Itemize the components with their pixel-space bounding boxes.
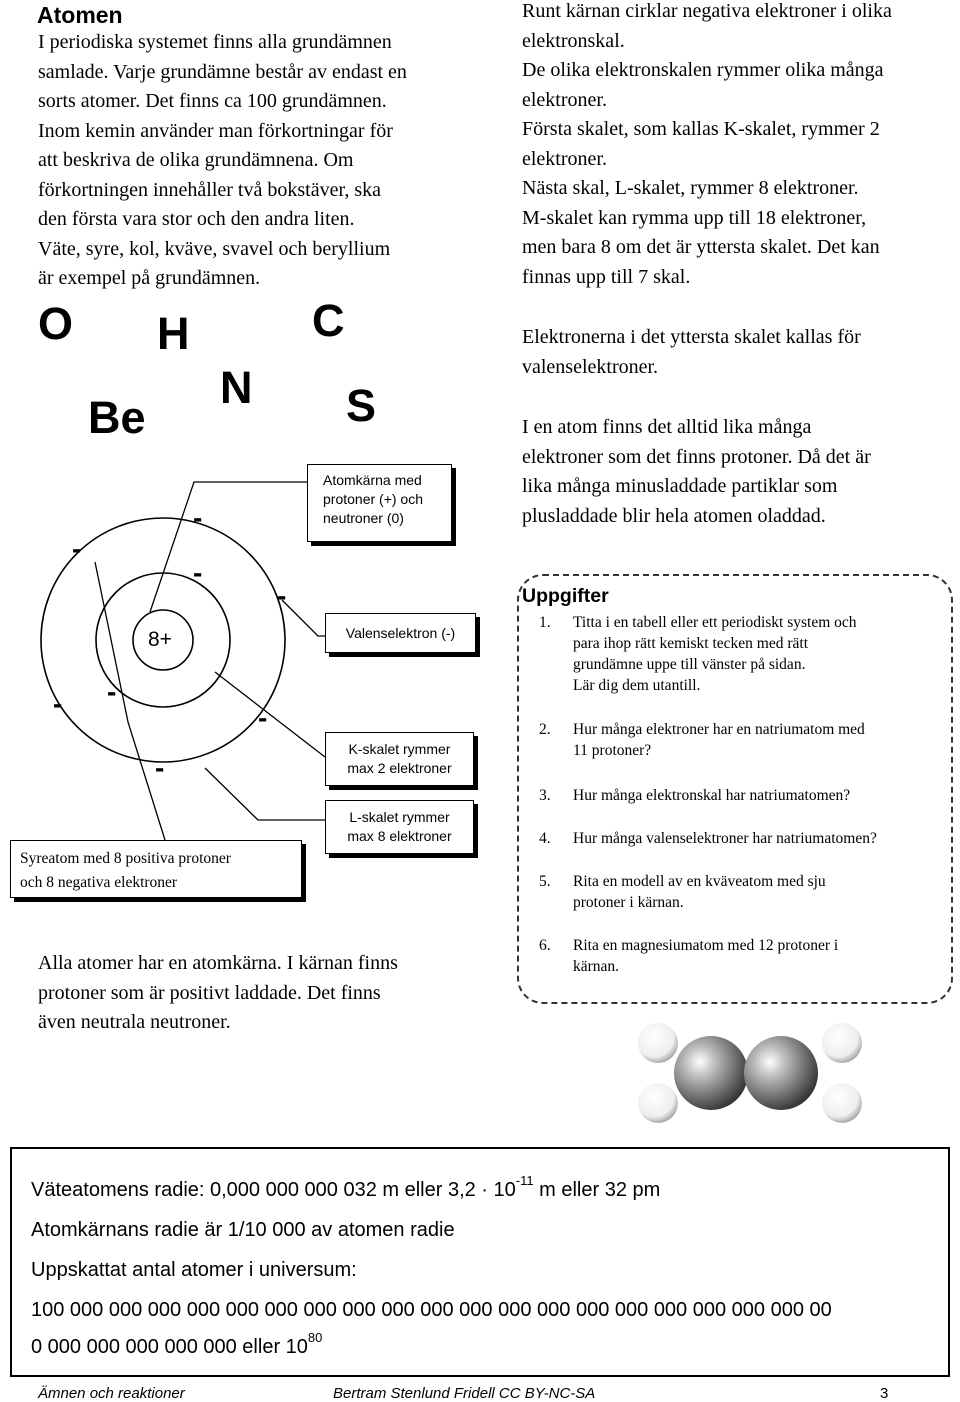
task-line: Titta i en tabell eller ett periodiskt system och (573, 614, 857, 631)
electron-sign: - (193, 502, 203, 533)
symbol-nitrogen: N (220, 362, 253, 413)
footer-author: Bertram Stenlund Fridell CC BY-NC-SA (333, 1385, 596, 1402)
hydrogen-radius-tail: m eller 32 pm (533, 1179, 661, 1201)
task-line: Rita en magnesiumatom med 12 protoner i (573, 937, 839, 954)
universe-atoms-number: 100 000 000 000 000 000 000 000 000 000 000 000 000 000 000 000 000 000 000 000 00 (31, 1299, 832, 1321)
molecule-illustration (620, 1015, 880, 1135)
intro-line: Väte, syre, kol, kväve, svavel och beryllium (38, 237, 391, 260)
facts-box (10, 1147, 950, 1377)
task-number: 6. (539, 937, 551, 954)
charge-line: I en atom finns det alltid lika många (522, 416, 812, 438)
nucleus-line: protoner som är positivt laddade. Det finns (38, 981, 381, 1004)
shells-line: Runt kärnan cirklar negativa elektroner i olika (522, 0, 892, 22)
footer-book-title: Ämnen och reaktioner (38, 1385, 185, 1402)
leader-line-k-shell (215, 672, 325, 757)
hydrogen-sphere (638, 1023, 678, 1063)
task-number: 1. (539, 614, 551, 631)
intro-line: är exempel på grundämnen. (38, 267, 261, 289)
shells-line: M-skalet kan rymma upp till 18 elektroner, (522, 206, 867, 229)
intro-line: Inom kemin använder man förkortningar för (38, 119, 393, 142)
task-line: protoner i kärnan. (573, 894, 684, 911)
symbol-beryllium: Be (88, 392, 146, 443)
valence-line: Elektronerna i det yttersta skalet kallas för (522, 326, 861, 348)
universe-atoms-label: Uppskattat antal atomer i universum: (31, 1259, 357, 1281)
symbol-sulfur: S (346, 380, 377, 431)
intro-line: förkortningen innehåller två bokstäver, ska (38, 178, 381, 201)
valence-label-box (325, 613, 476, 653)
oxygen-label-line: och 8 negativa elektroner (20, 874, 178, 891)
intro-line: att beskriva de olika grundämnena. Om (38, 149, 354, 171)
shells-line: men bara 8 om det är yttersta skalet. Det kan (522, 236, 880, 258)
symbol-oxygen: O (38, 298, 74, 349)
task-line: Hur många elektroner har en natriumatom med (573, 721, 865, 738)
nucleus-label-line: Atomkärna med (323, 472, 422, 488)
shells-line: Första skalet, som kallas K-skalet, rymmer 2 (522, 118, 880, 140)
hydrogen-radius-fact (31, 1173, 661, 1202)
charge-line: lika många minusladdade partiklar som (522, 475, 838, 497)
intro-line: I periodiska systemet finns alla grundämnen (38, 31, 392, 53)
nucleus-paragraph (38, 949, 398, 1038)
task-number: 3. (539, 787, 551, 804)
l-shell-label-box (325, 800, 474, 854)
task-line: Rita en modell av en kväveatom med sju (573, 873, 826, 890)
charge-line: elektroner som det finns protoner. Då det är (522, 445, 871, 468)
shells-line: elektroner. (522, 147, 607, 170)
valence-label-text: Valenselektron (-) (345, 625, 456, 641)
task-line: Hur många valenselektroner har natriumatomen? (573, 830, 877, 847)
hydrogen-sphere (822, 1023, 862, 1063)
hydrogen-sphere (822, 1083, 862, 1123)
electron-sign: - (277, 580, 287, 611)
task-line: grundämne uppe till vänster på sidan. (573, 656, 806, 673)
task-number: 2. (539, 721, 551, 738)
carbon-sphere (674, 1036, 748, 1110)
tasks-heading: Uppgifter (522, 585, 609, 607)
task-line: Hur många elektronskal har natriumatomen? (573, 787, 851, 804)
valence-line: valenselektroner. (522, 355, 659, 378)
nucleus-ratio-fact: Atomkärnans radie är 1/10 000 av atomen radie (31, 1219, 455, 1241)
task-line: 11 protoner? (573, 742, 652, 759)
universe-atoms-number-cont (31, 1330, 323, 1359)
k-shell-label-line: max 2 elektroner (347, 760, 452, 776)
leader-line-l-shell (205, 768, 325, 820)
k-shell-label-box (325, 732, 474, 786)
nucleus-charge-label: 8+ (148, 628, 172, 651)
nucleus-label-box (307, 464, 452, 542)
shells-line: Nästa skal, L-skalet, rymmer 8 elektroner. (522, 177, 859, 199)
nucleus-label-line: neutroner (0) (323, 510, 404, 526)
electron-sign: - (193, 557, 203, 588)
footer-page-number: 3 (880, 1385, 889, 1402)
charge-line: plusladdade blir hela atomen oladdad. (522, 504, 826, 527)
electron-sign: - (155, 752, 165, 783)
hydrogen-sphere (638, 1083, 678, 1123)
l-shell-label-line: max 8 elektroner (347, 828, 452, 844)
electron-sign: - (258, 702, 268, 733)
task-line: kärnan. (573, 958, 620, 975)
leader-line-oxygen-label (95, 562, 165, 840)
symbol-hydrogen: H (157, 308, 190, 359)
task-line: Lär dig dem utantill. (573, 677, 701, 694)
electron-sign: - (53, 688, 63, 719)
symbol-carbon: C (312, 295, 345, 346)
intro-line: samlade. Varje grundämne består av endast en (38, 60, 407, 83)
task-line: para ihop rätt kemiskt tecken med rätt (573, 635, 808, 652)
shells-line: elektronskal. (522, 29, 625, 52)
leader-line-valence (282, 600, 325, 636)
hydrogen-radius-text: Väteatomens radie: 0,000 000 000 032 m eller 3,2 · 10 (31, 1179, 516, 1201)
task-number: 4. (539, 830, 551, 847)
electron-sign: - (72, 533, 82, 564)
shells-line: De olika elektronskalen rymmer olika många (522, 59, 884, 81)
l-shell-label-line: L-skalet rymmer (349, 809, 450, 825)
k-shell-label-line: K-skalet rymmer (348, 741, 451, 757)
intro-line: sorts atomer. Det finns ca 100 grundämnen. (38, 90, 387, 112)
nucleus-label-line: protoner (+) och (323, 491, 423, 507)
universe-atoms-number-tail: 0 000 000 000 000 000 eller 10 (31, 1336, 308, 1358)
nucleus-line: Alla atomer har en atomkärna. I kärnan finns (38, 952, 398, 974)
oxygen-label-box (10, 840, 302, 898)
electron-sign: - (107, 676, 117, 707)
hydrogen-radius-exponent: -11 (515, 1173, 534, 1188)
oxygen-label-line: Syreatom med 8 positiva protoner (20, 850, 231, 867)
universe-atoms-exponent: 80 (307, 1330, 323, 1345)
page-title: Atomen (37, 2, 123, 28)
shells-line: finnas upp till 7 skal. (522, 265, 691, 288)
nucleus-line: även neutrala neutroner. (38, 1011, 231, 1033)
shells-line: elektroner. (522, 88, 607, 111)
carbon-sphere (744, 1036, 818, 1110)
intro-line: den första vara stor och den andra liten. (38, 208, 355, 230)
task-number: 5. (539, 873, 551, 890)
